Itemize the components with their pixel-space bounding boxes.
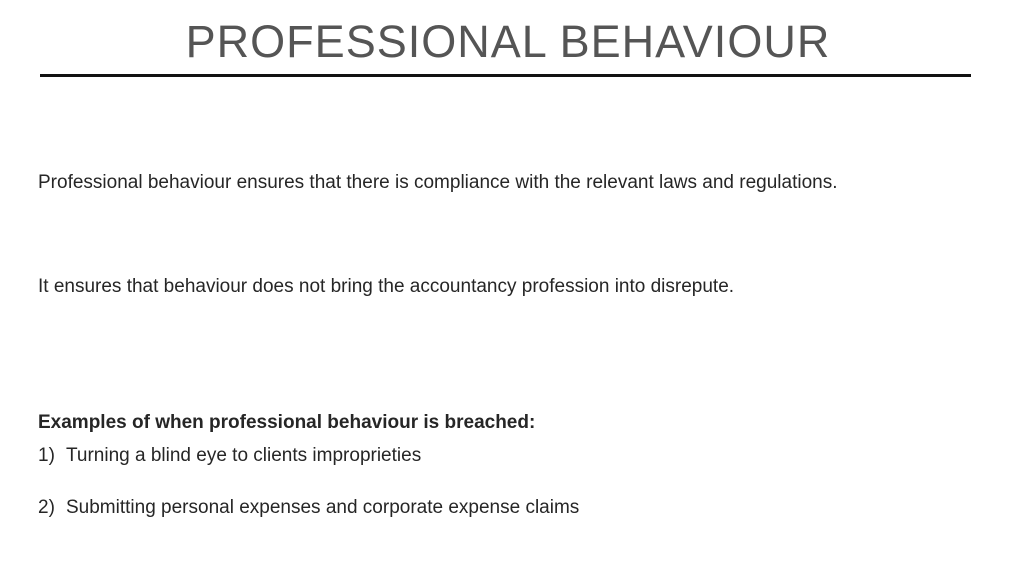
examples-heading: Examples of when professional behaviour is breached: [38,412,536,433]
item-text: Turning a blind eye to clients improprieties [66,445,422,466]
title-underline [40,74,971,77]
list-item [38,445,976,467]
paragraph-compliance: Professional behaviour ensures that there is compliance with the relevant laws and regulations. [38,172,838,193]
item-text: Submitting personal expenses and corporate expense claims [66,497,580,518]
list-item [38,497,976,519]
page-title: PROFESSIONAL BEHAVIOUR [185,16,831,67]
item-number: 2) [38,497,55,518]
item-number: 1) [38,445,55,466]
paragraph-disrepute: It ensures that behaviour does not bring the accountancy profession into disrepute. [38,276,735,297]
